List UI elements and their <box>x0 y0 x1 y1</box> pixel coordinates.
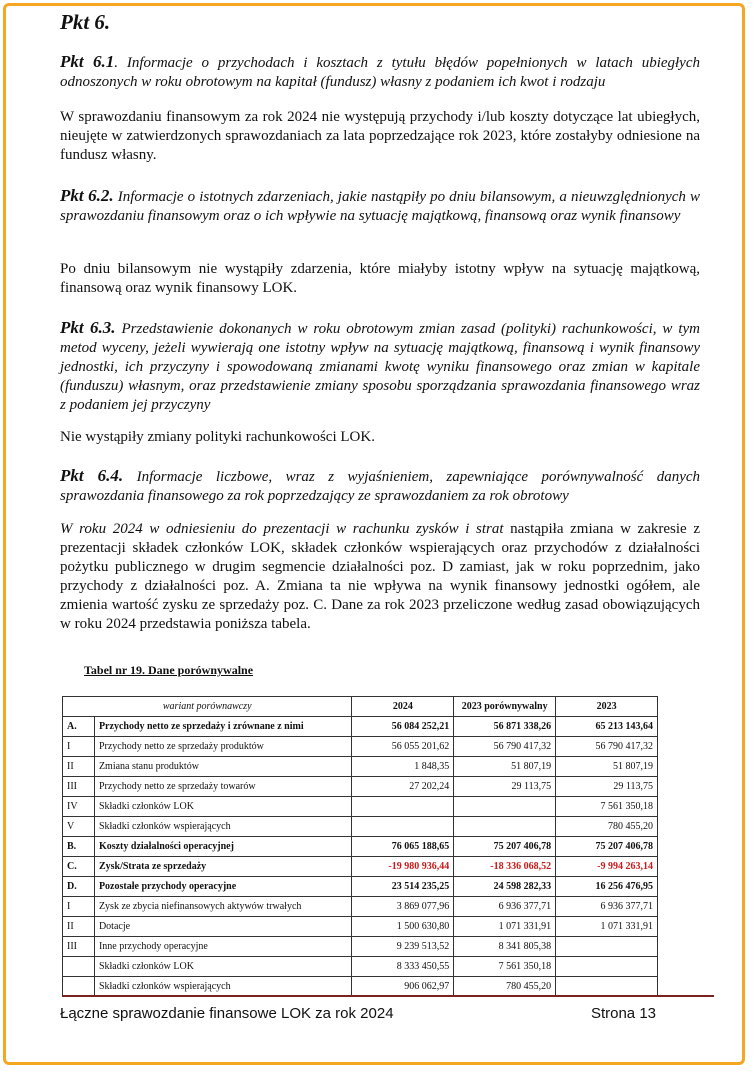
value-2023: 75 207 406,78 <box>556 837 658 857</box>
section-number: Pkt 6.4. <box>60 466 124 485</box>
row-label: IV <box>63 797 95 817</box>
value-2023-comparable: 7 561 350,18 <box>454 957 556 977</box>
row-label: A. <box>63 717 95 737</box>
table-caption: Tabel nr 19. Dane porównywalne <box>84 663 254 677</box>
section-title: Informacje liczbowe, wraz z wyjaśnieniem, zapewniające porównywalność danych sprawozdania finansowego za rok poprzedzający ze sprawozdaniem za rok obrotowy <box>60 469 701 504</box>
value-2023: 56 790 417,32 <box>556 737 658 757</box>
page-footer <box>60 1005 656 1022</box>
value-2023-comparable: 6 936 377,71 <box>454 897 556 917</box>
value-2023: 780 455,20 <box>556 817 658 837</box>
value-2024: 3 869 077,96 <box>352 897 454 917</box>
value-2024: 9 239 513,52 <box>352 937 454 957</box>
row-description: Zysk/Strata ze sprzedaży <box>94 857 351 877</box>
section-title: Informacje o istotnych zdarzeniach, jakie nastąpiły po dniu bilansowym, a nieuwzględnionych w sprawozdaniu finansowym oraz o ich wpływie na sytuację majątkową, finansową oraz wynik finansowy <box>60 189 701 224</box>
value-2023-comparable: 8 341 805,38 <box>454 937 556 957</box>
table-row <box>63 857 658 877</box>
value-2023: 51 807,19 <box>556 757 658 777</box>
table-row <box>63 817 658 837</box>
table-row <box>63 897 658 917</box>
table-header-row <box>63 697 658 717</box>
row-description: Przychody netto ze sprzedaży produktów <box>94 737 351 757</box>
row-label: I <box>63 897 95 917</box>
section-6-2-title <box>60 186 700 226</box>
value-2023-comparable <box>454 817 556 837</box>
section-6-1-body: W sprawozdaniu finansowym za rok 2024 nie występują przychody i/lub koszty dotyczące lat ubiegłych, nieujęte w zatwierdzonych sprawozdaniach za lata poprzedzające rok 2023, które zostałyby odniesione na fundusz własny. <box>60 109 700 163</box>
table-row <box>63 837 658 857</box>
section-6-2-body: Po dniu bilansowym nie wystąpiły zdarzenia, które miałyby istotny wpływ na sytuację majątkową, finansową oraz wynik finansowy LOK. <box>60 261 700 296</box>
page-number: Strona 13 <box>590 1005 656 1022</box>
header-variant: wariant porównawczy <box>63 697 352 717</box>
value-2023-comparable: 75 207 406,78 <box>454 837 556 857</box>
row-description: Zmiana stanu produktów <box>94 757 351 777</box>
row-description: Przychody netto ze sprzedaży towarów <box>94 777 351 797</box>
row-label: I <box>63 737 95 757</box>
table-row <box>63 977 658 997</box>
header-2023-comparable: 2023 porównywalny <box>454 697 556 717</box>
footer-title: Łączne sprawozdanie finansowe LOK za rok 2024 <box>60 1005 394 1022</box>
row-label: V <box>63 817 95 837</box>
table-body <box>63 717 658 997</box>
row-label: II <box>63 757 95 777</box>
value-2023 <box>556 977 658 997</box>
value-2023-comparable: 1 071 331,91 <box>454 917 556 937</box>
row-label: III <box>63 777 95 797</box>
section-6-1-title: Pkt 6.1. Informacje o przychodach i kosztach z tytułu błędów popełnionych w latach ubiegłych odnoszonych w roku obrotowym na kapitał (fundusz) własny z podaniem ich kwot i rodzaju <box>60 52 700 90</box>
value-2023 <box>556 957 658 977</box>
row-description: Koszty działalności operacyjnej <box>94 837 351 857</box>
table-row <box>63 917 658 937</box>
row-label: D. <box>63 877 95 897</box>
value-2024: 906 062,97 <box>352 977 454 997</box>
value-2023-comparable: 29 113,75 <box>454 777 556 797</box>
table-row <box>63 877 658 897</box>
value-2024 <box>352 817 454 837</box>
section-number: Pkt 6.1 <box>60 52 115 71</box>
row-label <box>63 977 95 997</box>
section-6-3-body: Nie wystąpiły zmiany polityki rachunkowości LOK. <box>60 429 375 445</box>
value-2023-comparable <box>454 797 556 817</box>
row-description: Składki członków LOK <box>94 797 351 817</box>
section-6-4-body <box>60 520 700 634</box>
value-2023: 6 936 377,71 <box>556 897 658 917</box>
section-title: Przedstawienie dokonanych w roku obrotowym zmian zasad (polityki) rachunkowości, w tym metod wyceny, jeżeli wywierają one istotny wpływ na sytuację majątkową, finansową i wynik finansowy jednostki, ich przyczyny i spowodowaną zmianami kwotę wyniku finansowego oraz zmian w kapitale (funduszu) własnym, oraz przedstawienie zmiany sposobu sporządzania sprawozdania finansowego wraz z podaniem jej przyczyny <box>60 321 701 413</box>
row-description: Składki członków LOK <box>94 957 351 977</box>
section-title: Informacje o przychodach i kosztach z tytułu błędów popełnionych w latach ubiegłych odnoszonych w roku obrotowym na kapitał (fundusz) własny z podaniem ich kwot i rodzaju <box>60 55 700 90</box>
row-description: Składki członków wspierających <box>94 977 351 997</box>
table-row <box>63 717 658 737</box>
value-2024: 23 514 235,25 <box>352 877 454 897</box>
row-label: B. <box>63 837 95 857</box>
section-6-3-title <box>60 318 700 415</box>
value-2023-comparable: -18 336 068,52 <box>454 857 556 877</box>
value-2023: 1 071 331,91 <box>556 917 658 937</box>
row-label <box>63 957 95 977</box>
row-description: Pozostałe przychody operacyjne <box>94 877 351 897</box>
table-row <box>63 777 658 797</box>
value-2023-comparable: 24 598 282,33 <box>454 877 556 897</box>
header-2023: 2023 <box>556 697 658 717</box>
value-2024: 76 065 188,65 <box>352 837 454 857</box>
body-italic-lead: W roku 2024 w odniesieniu do prezentacji w rachunku zysków i strat <box>60 521 504 537</box>
row-description: Zysk ze zbycia niefinansowych aktywów trwałych <box>94 897 351 917</box>
header-2024: 2024 <box>352 697 454 717</box>
value-2024: 56 084 252,21 <box>352 717 454 737</box>
value-2023: 7 561 350,18 <box>556 797 658 817</box>
value-2024: 1 848,35 <box>352 757 454 777</box>
value-2023: 16 256 476,95 <box>556 877 658 897</box>
table-row <box>63 957 658 977</box>
footer-divider <box>62 995 714 997</box>
comparative-data-table <box>62 696 658 997</box>
row-label: C. <box>63 857 95 877</box>
page-heading: Pkt 6. <box>60 10 111 34</box>
value-2023: 65 213 143,64 <box>556 717 658 737</box>
value-2023-comparable: 56 871 338,26 <box>454 717 556 737</box>
row-description: Składki członków wspierających <box>94 817 351 837</box>
value-2024: -19 980 936,44 <box>352 857 454 877</box>
section-number: Pkt 6.3. <box>60 318 116 337</box>
section-6-4-title <box>60 466 700 506</box>
table-row <box>63 737 658 757</box>
value-2023 <box>556 937 658 957</box>
row-description: Inne przychody operacyjne <box>94 937 351 957</box>
row-label: II <box>63 917 95 937</box>
value-2024: 27 202,24 <box>352 777 454 797</box>
body-text: nastąpiła zmiana w zakresie z prezentacji składek członków LOK, składek członków wspierających oraz przychodów z działalności pożytku publicznego w drugim segmencie działalności poz. D zamiast, jak w roku poprzednim, jako przychody z działalności poz. A. Zmiana ta nie wpływa na wynik finansowy jednostki ogółem, ale zmienia wartość zysku ze sprzedaży poz. C. Dane za rok 2023 przeliczone według zasad obowiązujących w roku 2024 przedstawia poniższa tabela. <box>60 521 700 632</box>
value-2024 <box>352 797 454 817</box>
value-2023-comparable: 56 790 417,32 <box>454 737 556 757</box>
table-row <box>63 797 658 817</box>
value-2024: 8 333 450,55 <box>352 957 454 977</box>
section-number: Pkt 6.2. <box>60 186 114 205</box>
row-description: Przychody netto ze sprzedaży i zrównane z nimi <box>94 717 351 737</box>
table-row <box>63 757 658 777</box>
table-row <box>63 937 658 957</box>
value-2023: -9 994 263,14 <box>556 857 658 877</box>
value-2023: 29 113,75 <box>556 777 658 797</box>
row-description: Dotacje <box>94 917 351 937</box>
row-label: III <box>63 937 95 957</box>
value-2023-comparable: 51 807,19 <box>454 757 556 777</box>
value-2024: 1 500 630,80 <box>352 917 454 937</box>
value-2024: 56 055 201,62 <box>352 737 454 757</box>
value-2023-comparable: 780 455,20 <box>454 977 556 997</box>
